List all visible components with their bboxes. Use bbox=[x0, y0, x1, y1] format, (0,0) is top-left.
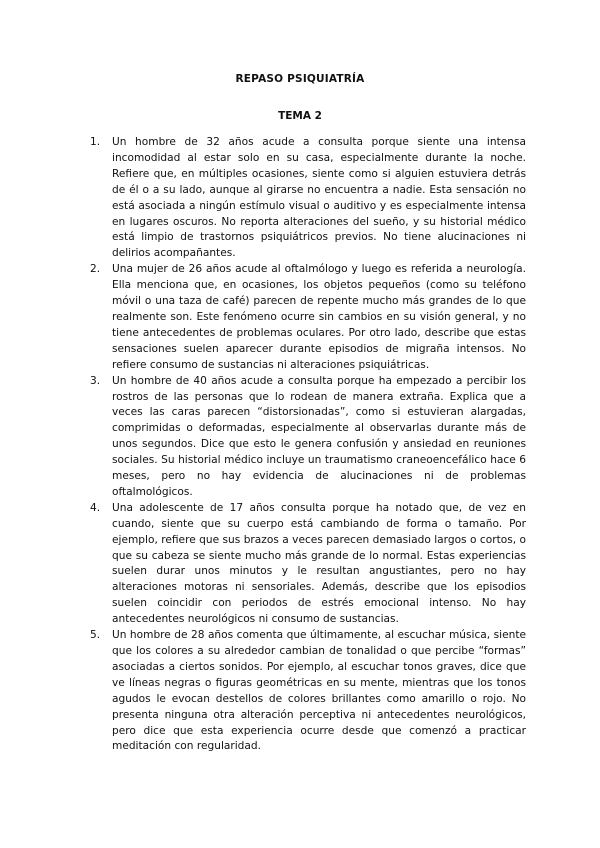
case-number: 4. bbox=[90, 501, 101, 514]
case-number: 1. bbox=[90, 136, 101, 148]
case-text: Un hombre de 40 años acude a consulta porque ha empezado a percibir los rostros de las personas que lo rodean de manera extraña. Explica que a veces las caras parecen “distorsionadas”, como si estuvieran alargadas, comprimidas o deformadas, especialmente al observarlas durante más de unos segundos. Dice que esto le genera confusión y ansiedad en reuniones sociales. Su historial médico incluye un traumatismo craneoencefálico hace 6 meses, pero no hay evidencia de alucinaciones ni de problemas oftalmológicos. bbox=[112, 374, 526, 498]
case-item-4 bbox=[90, 501, 526, 628]
case-text: Un hombre de 28 años comenta que últimamente, al escuchar música, siente que los colores a su alrededor cambian de tonalidad o que percibe “formas” asociadas a ciertos sonidos. Por ejemplo, al escuchar tonos graves, dice que ve líneas negras o figuras geométricas en su mente, mientras que los tonos agudos le evocan destellos de colores brillantes como amarillo o rojo. No presenta ninguna otra alteración perceptiva ni antecedentes neurológicos, pero dice que esta experiencia ocurre desde que comenzó a practicar meditación con regularidad. bbox=[112, 629, 526, 753]
case-text: Un hombre de 32 años acude a consulta porque siente una intensa incomodidad al estar solo en su casa, especialmente durante la noche. Refiere que, en múltiples ocasiones, siente como si alguien estuviera detrás de él o a su lado, aunque al girarse no encuentra a nadie. Esta sensación no está asociada a ningún estímulo visual o auditivo y es especialmente intensa en lugares oscuros. No reporta alteraciones del sueño, y su historial médico está limpio de trastornos psiquiátricos previos. No tiene alucinaciones ni delirios acompañantes. bbox=[112, 136, 526, 260]
case-item-5 bbox=[90, 628, 526, 755]
case-text: Una mujer de 26 años acude al oftalmólogo y luego es referida a neurología. Ella menciona que, en ocasiones, los objetos pequeños (como su teléfono móvil o una taza de café) parecen de repente mucho más grandes de lo que realmente son. Este fenómeno ocurre sin cambios en su visión general, y no tiene antecedentes de problemas oculares. Por otro lado, describe que estas sensaciones suelen aparecer durante episodios de migraña intensos. No refiere consumo de sustancias ni alteraciones psiquiátricas. bbox=[112, 263, 526, 371]
case-number: 5. bbox=[90, 629, 101, 642]
case-item-2 bbox=[90, 262, 526, 373]
case-text: Una adolescente de 17 años consulta porque ha notado que, de vez en cuando, siente que su cuerpo está cambiando de forma o tamaño. Por ejemplo, refiere que sus brazos a veces parecen demasiado largos o cortos, o que su cabeza se siente mucho más grande de lo normal. Estas experiencias suelen durar unos minutos y le resultan angustiantes, pero no hay alteraciones motoras ni sensoriales. Además, describe que los episodios suelen coincidir con periodos de estrés emocional intenso. No hay antecedentes neurológicos ni consumo de sustancias. bbox=[112, 501, 526, 626]
document-subtitle: TEMA 2 bbox=[278, 110, 322, 122]
case-item-1 bbox=[90, 135, 526, 262]
case-number: 3. bbox=[90, 374, 101, 387]
case-list bbox=[90, 135, 526, 755]
document-title: REPASO PSIQUIATRÍA bbox=[235, 73, 365, 85]
case-number: 2. bbox=[90, 263, 101, 276]
case-item-3 bbox=[90, 374, 526, 501]
